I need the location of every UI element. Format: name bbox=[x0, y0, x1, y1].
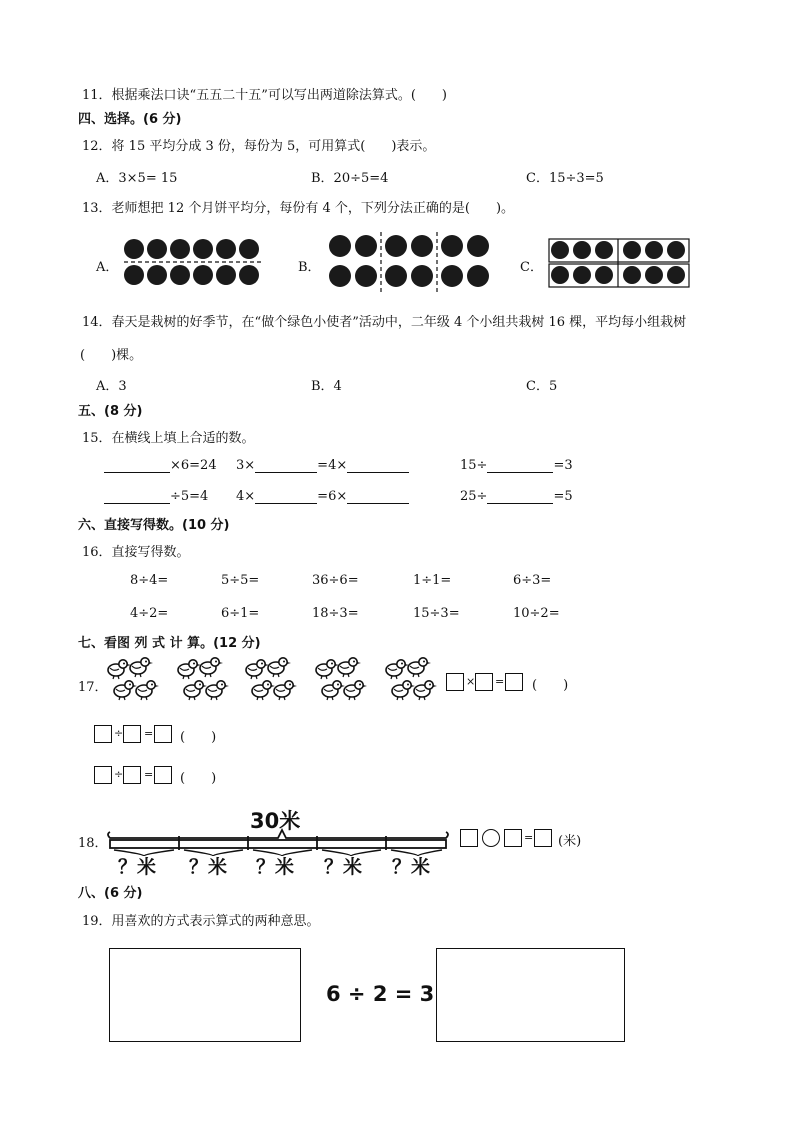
answer-blank[interactable] bbox=[255, 458, 317, 473]
answer-paren: ( ) bbox=[532, 678, 569, 693]
answer-box[interactable] bbox=[94, 725, 112, 743]
calc-item: 6÷1= bbox=[221, 606, 260, 621]
q15-item-b3: 25÷ =5 bbox=[460, 489, 573, 504]
section-8-title: 八、(6 分) bbox=[78, 886, 143, 901]
q13-label-a: A． bbox=[96, 260, 119, 275]
answer-box[interactable] bbox=[123, 766, 141, 784]
bird-groups-image bbox=[106, 656, 446, 706]
unit-label: (米) bbox=[558, 834, 582, 849]
answer-box[interactable] bbox=[154, 725, 172, 743]
calc-item: 18÷3= bbox=[312, 606, 359, 621]
question-16: 16．直接写得数。 bbox=[82, 545, 190, 560]
question-12: 12．将 15 平均分成 3 份，每份为 5，可用算式( )表示。 bbox=[82, 139, 436, 154]
q14-option-c: C．5 bbox=[526, 379, 558, 394]
answer-blank[interactable] bbox=[487, 489, 553, 504]
question-11: 11．根据乘法口诀“五五二十五”可以写出两道除法算式。( ) bbox=[82, 88, 447, 103]
answer-blank[interactable] bbox=[487, 458, 553, 473]
multiply-sign: × bbox=[466, 675, 476, 688]
q13-label-b: B． bbox=[298, 260, 321, 275]
question-18: 18． bbox=[78, 836, 108, 851]
q12-option-a: A．3×5= 15 bbox=[96, 171, 178, 186]
answer-blank[interactable] bbox=[255, 489, 317, 504]
equals-sign: = bbox=[144, 768, 154, 781]
answer-blank[interactable] bbox=[104, 458, 170, 473]
segment-label: ？米 bbox=[118, 856, 157, 878]
q12-option-b: B．20÷5=4 bbox=[311, 171, 389, 186]
question-14-line2: ( )棵。 bbox=[80, 348, 143, 363]
question-15: 15．在横线上填上合适的数。 bbox=[82, 431, 255, 446]
answer-box[interactable] bbox=[446, 673, 464, 691]
equals-sign: = bbox=[495, 675, 505, 688]
q14-option-b: B．4 bbox=[311, 379, 342, 394]
mooncake-group-b-image bbox=[326, 232, 494, 292]
equals-sign: = bbox=[524, 831, 534, 844]
question-19: 19．用喜欢的方式表示算式的两种意思。 bbox=[82, 914, 320, 929]
section-4-title: 四、选择。(6 分) bbox=[78, 112, 182, 127]
answer-blank[interactable] bbox=[347, 489, 409, 504]
divide-sign: ÷ bbox=[114, 727, 124, 740]
answer-box[interactable] bbox=[504, 829, 522, 847]
mooncake-group-a-image bbox=[122, 237, 268, 289]
answer-paren: ( ) bbox=[180, 730, 217, 745]
q15-item-b2: 4× =6× bbox=[236, 489, 409, 504]
calc-item: 36÷6= bbox=[312, 573, 359, 588]
calc-item: 5÷5= bbox=[221, 573, 260, 588]
question-13: 13．老师想把 12 个月饼平均分，每份有 4 个，下列分法正确的是( )。 bbox=[82, 201, 515, 216]
answer-box[interactable] bbox=[505, 673, 523, 691]
equals-sign: = bbox=[144, 727, 154, 740]
calc-item: 8÷4= bbox=[130, 573, 169, 588]
calc-item: 4÷2= bbox=[130, 606, 169, 621]
q15-item-a1: ×6=24 bbox=[104, 458, 217, 473]
q15-item-a2: 3× =4× bbox=[236, 458, 409, 473]
calc-item: 10÷2= bbox=[513, 606, 560, 621]
drawing-area-right[interactable] bbox=[436, 948, 625, 1042]
answer-box[interactable] bbox=[534, 829, 552, 847]
segment-label: ？米 bbox=[324, 856, 363, 878]
question-17: 17． bbox=[78, 680, 108, 695]
q12-option-c: C．15÷3=5 bbox=[526, 171, 604, 186]
answer-box[interactable] bbox=[94, 766, 112, 784]
calc-item: 1÷1= bbox=[413, 573, 452, 588]
calc-item: 15÷3= bbox=[413, 606, 460, 621]
answer-blank[interactable] bbox=[104, 489, 170, 504]
question-14-line1: 14．春天是栽树的好季节，在“做个绿色小使者”活动中，二年级 4 个小组共栽树 16 棵，平均每小组栽树 bbox=[82, 315, 687, 330]
answer-blank[interactable] bbox=[347, 458, 409, 473]
calc-item: 6÷3= bbox=[513, 573, 552, 588]
answer-paren: ( ) bbox=[180, 771, 217, 786]
q15-item-b1: ÷5=4 bbox=[104, 489, 208, 504]
operator-circle[interactable] bbox=[482, 829, 500, 847]
answer-box[interactable] bbox=[475, 673, 493, 691]
equation-label: 6 ÷ 2 = 3 bbox=[326, 982, 435, 1006]
drawing-area-left[interactable] bbox=[109, 948, 301, 1042]
answer-box[interactable] bbox=[123, 725, 141, 743]
q13-label-c: C． bbox=[520, 260, 543, 275]
divide-sign: ÷ bbox=[114, 768, 124, 781]
answer-box[interactable] bbox=[460, 829, 478, 847]
segment-label: ？米 bbox=[256, 856, 295, 878]
q14-option-a: A．3 bbox=[96, 379, 127, 394]
mooncake-group-c-image bbox=[548, 238, 690, 288]
segment-label: ？米 bbox=[189, 856, 228, 878]
total-length-label: 30米 bbox=[250, 809, 301, 833]
q15-item-a3: 15÷ =3 bbox=[460, 458, 573, 473]
segment-label: ？米 bbox=[392, 856, 431, 878]
section-5-title: 五、(8 分) bbox=[78, 404, 143, 419]
section-6-title: 六、直接写得数。(10 分) bbox=[78, 518, 230, 533]
section-7-title: 七、看图 列 式 计 算。(12 分) bbox=[78, 636, 261, 651]
answer-box[interactable] bbox=[154, 766, 172, 784]
